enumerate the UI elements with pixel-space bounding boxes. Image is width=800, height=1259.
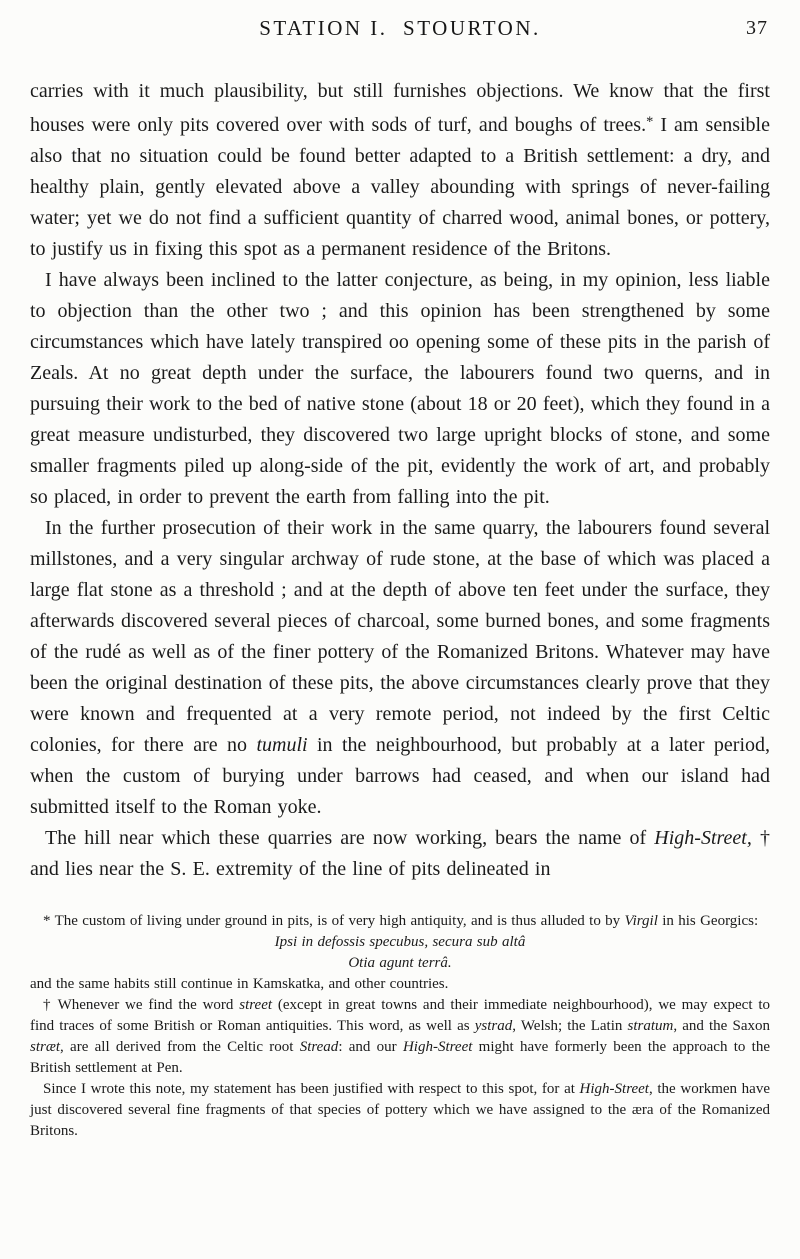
paragraph-2: I have always been inclined to the latter conjecture, as being, in my opinion, less liable to objection than the other two ; and this opinion has been strengthened by some circumstances which have lately transpired oo opening some of these pits in the parish of Zeals. At no great depth under the surface, the labourers found two querns, and in pursuing their work to the bed of native stone (about 18 or 20 feet), which they found in a great measure undisturbed, they discovered two large upright blocks of stone, and some smaller fragments piled up along-side of the pit, evidently the work of art, and probably so placed, in order to prevent the earth from falling into the pit. [30, 269, 770, 509]
paragraph-1: carries with it much plausibility, but still furnishes objections. We know that the first houses were only pits covered over with sods of turf, and boughs of trees.* I am sensible also that no situation could be found better adapted to a British settlement: a dry, and healthy plain, gently elevated above a valley abounding with springs of never-failing water; yet we do not find a sufficient quantity of charred wood, animal bones, or pottery, to justify us in fixing this spot as a permanent residence of the Britons. [30, 80, 770, 261]
page-number: 37 [746, 17, 768, 39]
page-title: STATION I. STOURTON. [259, 16, 541, 40]
paragraph-4: The hill near which these quarries are now working, bears the name of High-Street, † and lies near the S. E. extremity of the line of pits delineated in [30, 827, 770, 881]
latin-verse [30, 932, 770, 974]
paragraph-3: In the further prosecution of their work in the same quarry, the labourers found several millstones, and a very singular archway of rude stone, at the base of which was placed a large flat stone as a threshold ; and at the depth of above ten feet under the surface, they afterwards discovered several pieces of charcoal, some burned bones, and some fragments of the rudé as well as of the finer pottery of the Romanized Britons. Whatever may have been the original destination of these pits, the above circumstances clearly prove that they were known and frequented at a very remote period, not indeed by the first Celtic colonies, for there are no tumuli in the neighbourhood, but probably at a later period, when the custom of burying under barrows had ceased, and when our island had submitted itself to the Roman yoke. [30, 517, 771, 819]
latin-verse-line-1: Ipsi in defossis specubus, secura sub altâ [274, 934, 526, 951]
running-header [30, 16, 770, 52]
latin-verse-line-2: Otia agunt terrâ. [348, 955, 452, 972]
footnote-dagger: † Whenever we find the word street (except in great towns and their immediate neighbourhood), we may expect to find traces of some British or Roman antiquities. This word, as well as ystrad, Welsh; the Latin stratum, and the Saxon stræt, are all derived from the Celtic root Stread: and our High-Street might have formerly been the approach to the British settlement at Pen. [30, 997, 771, 1077]
footnote-asterisk: * The custom of living under ground in pits, is of very high antiquity, and is thus alluded to by Virgil in his Georgics: [43, 913, 759, 930]
footnotes [30, 911, 770, 1142]
footnote-addendum: Since I wrote this note, my statement has been justified with respect to this spot, for at High-Street, the workmen have just discovered several fine fragments of that species of pottery which we have assigned to the æra of the Romanized Britons. [30, 1081, 770, 1140]
body-text [30, 76, 770, 885]
footnote-asterisk-continuation: and the same habits still continue in Kamskatka, and other countries. [30, 976, 449, 993]
